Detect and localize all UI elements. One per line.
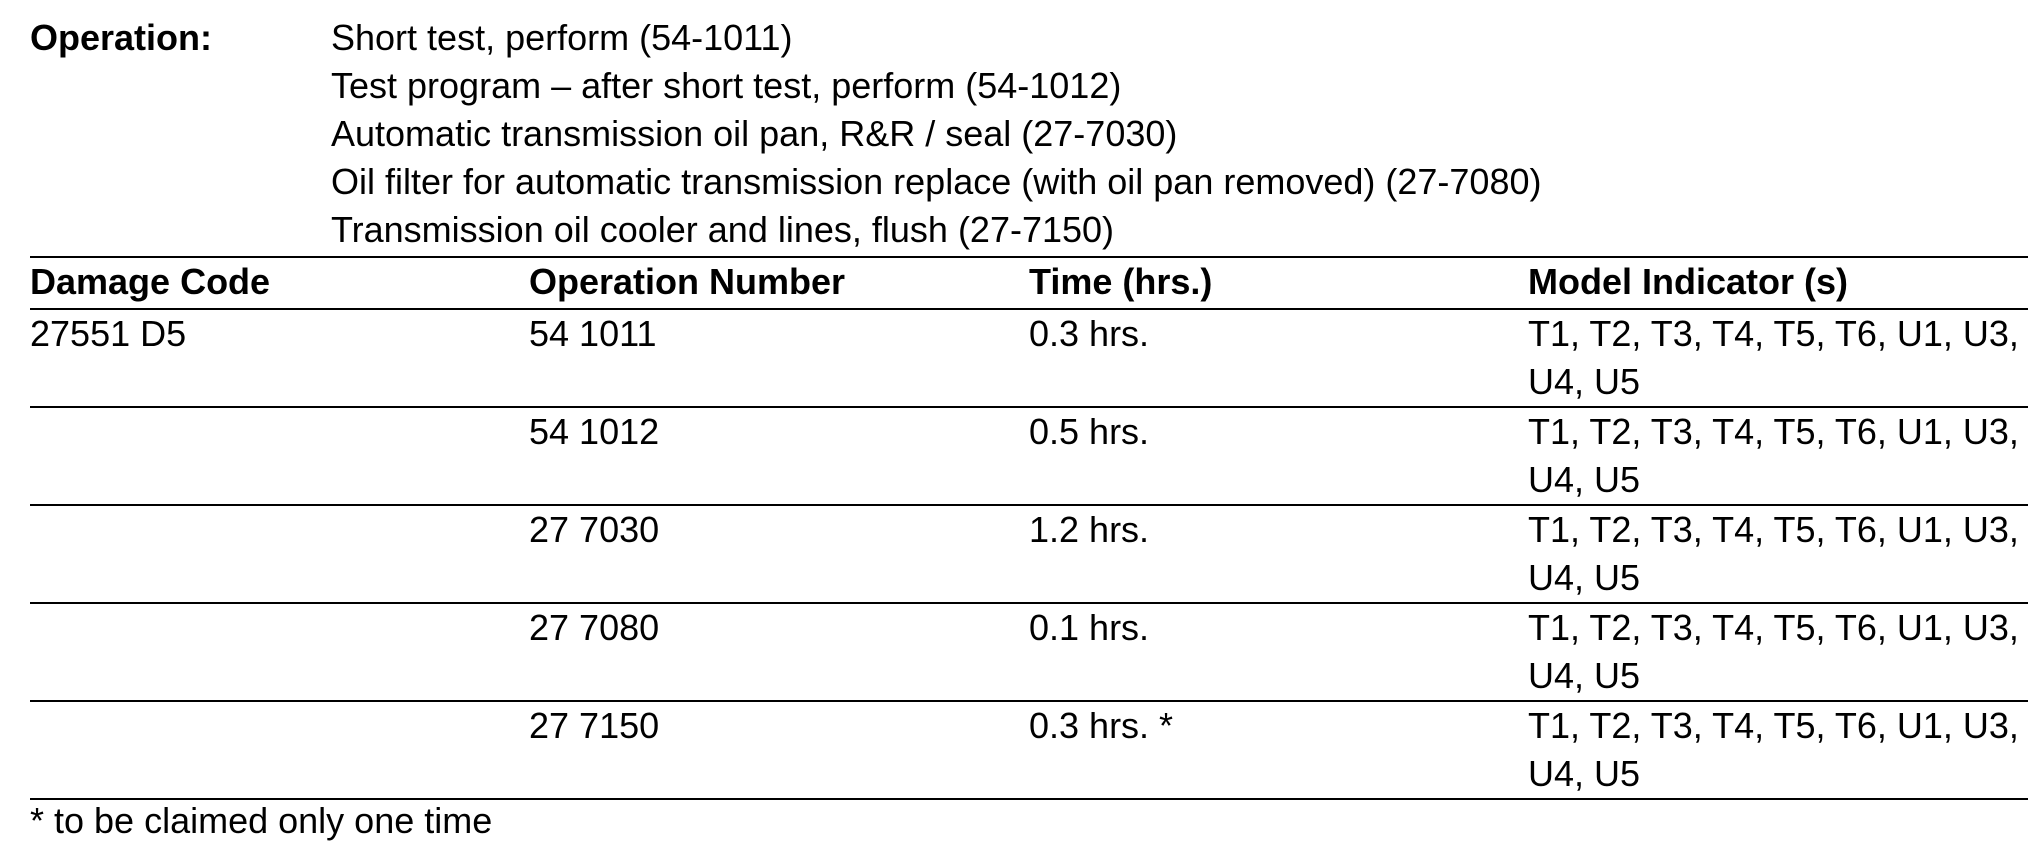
table-header-row: [30, 256, 2028, 308]
model-indicator-cell: T1, T2, T3, T4, T5, T6, U1, U3, U4, U5: [1528, 313, 2019, 402]
operation-item: Transmission oil cooler and lines, flush (27-7150): [331, 209, 1115, 250]
footnote: * to be claimed only one time: [30, 800, 493, 841]
operation-number-cell: 54 1012: [529, 411, 660, 452]
table-row: [30, 504, 2028, 602]
time-cell: 1.2 hrs.: [1029, 509, 1150, 550]
time-cell: 0.1 hrs.: [1029, 607, 1150, 648]
header-damage-code: Damage Code: [30, 261, 271, 302]
operation-item: Automatic transmission oil pan, R&R / seal (27-7030): [331, 113, 1178, 154]
model-indicator-cell: T1, T2, T3, T4, T5, T6, U1, U3, U4, U5: [1528, 705, 2019, 794]
table-row: [30, 602, 2028, 700]
table-row: [30, 406, 2028, 504]
model-indicator-cell: T1, T2, T3, T4, T5, T6, U1, U3, U4, U5: [1528, 411, 2019, 500]
operation-number-cell: 54 1011: [529, 313, 657, 354]
table-row: [30, 308, 2028, 406]
header-operation-number: Operation Number: [529, 261, 846, 302]
header-model-indicator: Model Indicator (s): [1528, 261, 1849, 302]
operation-item: Test program – after short test, perform (54-1012): [331, 65, 1122, 106]
time-cell: 0.3 hrs.: [1029, 313, 1150, 354]
operation-list: [331, 14, 1541, 254]
operation-item: Oil filter for automatic transmission replace (with oil pan removed) (27-7080): [331, 161, 1542, 202]
operation-number-cell: 27 7080: [529, 607, 660, 648]
table-row: [30, 700, 2028, 800]
time-cell: 0.3 hrs. *: [1029, 705, 1174, 746]
header-time: Time (hrs.): [1029, 261, 1213, 302]
model-indicator-cell: T1, T2, T3, T4, T5, T6, U1, U3, U4, U5: [1528, 509, 2019, 598]
operation-number-cell: 27 7030: [529, 509, 660, 550]
operation-number-cell: 27 7150: [529, 705, 660, 746]
damage-code-cell: 27551 D5: [30, 313, 187, 354]
model-indicator-cell: T1, T2, T3, T4, T5, T6, U1, U3, U4, U5: [1528, 607, 2019, 696]
operation-label: Operation:: [30, 17, 213, 58]
operation-item: Short test, perform (54-1011): [331, 17, 793, 58]
time-cell: 0.5 hrs.: [1029, 411, 1150, 452]
labor-operations-table: [30, 256, 2028, 800]
